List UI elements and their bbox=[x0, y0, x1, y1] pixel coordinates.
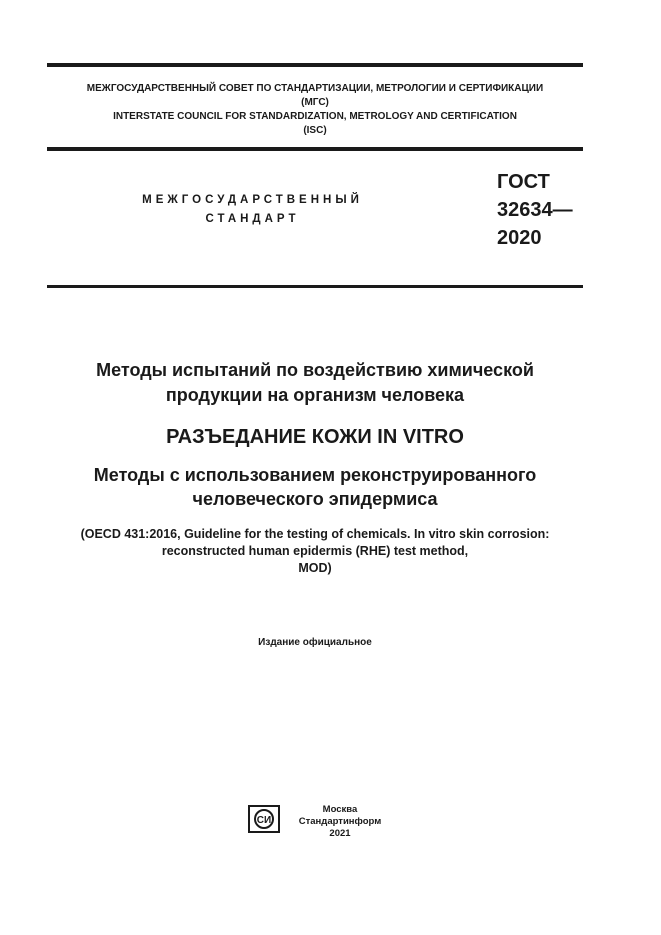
council-bottom-rule bbox=[47, 147, 583, 151]
title-main: РАЗЪЕДАНИЕ КОЖИ IN VITRO bbox=[166, 426, 464, 448]
edition-label: Издание официальное bbox=[258, 637, 372, 648]
subtitle-line1: Методы с использованием реконструированного bbox=[93, 465, 537, 485]
council-abbr-en: (ISC) bbox=[303, 125, 327, 136]
publisher-name: Стандартинформ bbox=[298, 816, 382, 827]
oecd-reference-line3: MOD) bbox=[298, 561, 332, 575]
oecd-reference-line2: reconstructed human epidermis (RHE) test method, bbox=[161, 544, 469, 558]
council-abbr-ru: (МГС) bbox=[301, 97, 329, 108]
publisher-year: 2021 bbox=[329, 828, 351, 839]
council-name-ru: МЕЖГОСУДАРСТВЕННЫЙ СОВЕТ ПО СТАНДАРТИЗАЦИИ, МЕТРОЛОГИИ И СЕРТИФИКАЦИИ bbox=[86, 83, 544, 94]
council-name-en: INTERSTATE COUNCIL FOR STANDARDIZATION, METROLOGY AND CERTIFICATION bbox=[113, 111, 517, 122]
publisher-city: Москва bbox=[322, 804, 358, 815]
designation-line1: МЕЖГОСУДАРСТВЕННЫЙ bbox=[142, 194, 363, 206]
standard-year: 2020 bbox=[497, 227, 542, 249]
top-rule bbox=[47, 63, 583, 67]
header-bottom-rule bbox=[47, 285, 583, 288]
svg-text:СИ: СИ bbox=[256, 815, 272, 826]
standard-number: 32634— bbox=[497, 199, 573, 221]
standartinform-logo-icon bbox=[248, 805, 280, 833]
standard-prefix: ГОСТ bbox=[497, 171, 550, 193]
oecd-reference-line1: (OECD 431:2016, Guideline for the testing of chemicals. In vitro skin corrosion: bbox=[80, 527, 550, 541]
subtitle-line2: человеческого эпидермиса bbox=[192, 489, 438, 509]
title-line1: Методы испытаний по воздействию химической bbox=[96, 360, 534, 380]
title-line2: продукции на организм человека bbox=[165, 385, 465, 405]
designation-line2: СТАНДАРТ bbox=[205, 213, 300, 225]
